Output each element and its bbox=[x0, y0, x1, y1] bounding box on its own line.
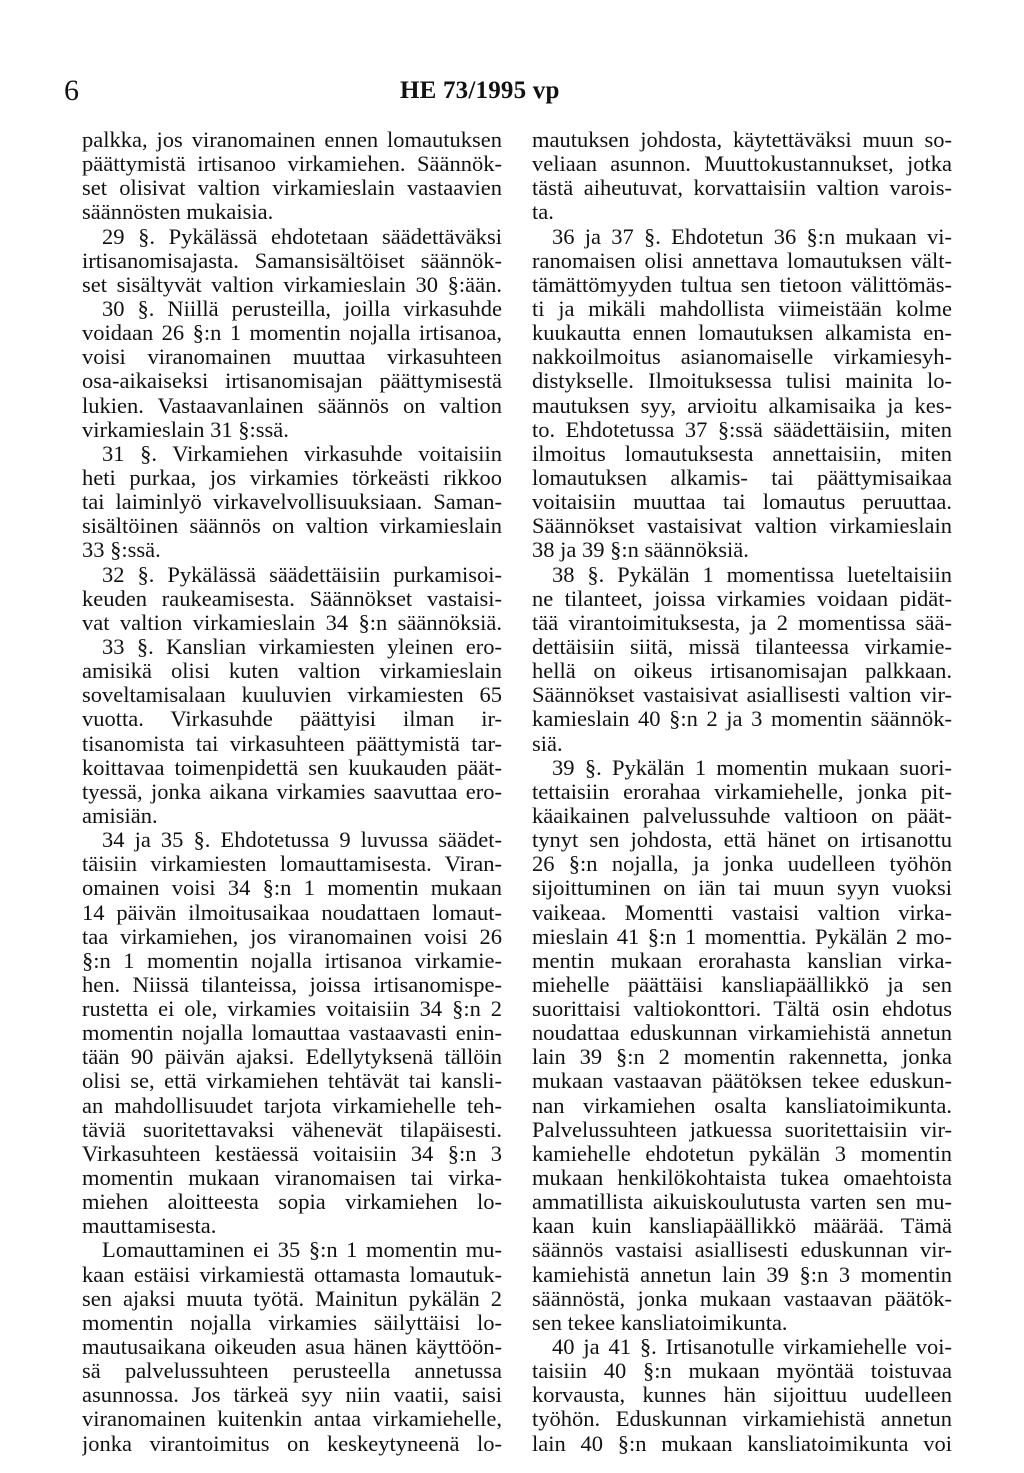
text-line: säännösten mukaisia. bbox=[82, 200, 274, 225]
text-line: 39 §. Pykälän 1 momentin mukaan suori- bbox=[552, 755, 952, 780]
text-line: an mahdollisuudet tarjota virkamiehelle teh- bbox=[82, 1093, 502, 1118]
text-line: vuotta. Virkasuhde päättyisi ilman ir- bbox=[82, 707, 502, 732]
text-line: suorittaisi valtiokonttori. Tältä osin ehdotus bbox=[532, 997, 952, 1022]
text-line: virkamieslain 31 §:ssä. bbox=[82, 417, 289, 442]
text-line: momentin nojalla lomauttaa vastaavasti enin- bbox=[82, 1021, 502, 1046]
text-line: 32 §. Pykälässä säädettäisiin purkamisoi- bbox=[102, 562, 502, 587]
text-line: voitaisiin muuttaa tai lomautus peruuttaa. bbox=[532, 490, 952, 515]
text-line: hellä on oikeus irtisanomisajan palkkaan. bbox=[532, 659, 952, 684]
text-line: nan virkamiehen osalta kansliatoimikunta. bbox=[532, 1093, 952, 1118]
text-line: tettaisiin erorahaa virkamiehelle, jonka pit- bbox=[532, 779, 952, 804]
text-line: mautuksen johdosta, käytettäväksi muun so- bbox=[532, 128, 952, 152]
text-line: käaikainen palvelussuhde valtioon on päät- bbox=[532, 803, 952, 828]
text-line: dettäisiin siitä, missä tilanteessa virkamie- bbox=[532, 634, 952, 659]
text-line: tästä aiheutuvat, korvattaisiin valtion varois- bbox=[532, 176, 952, 201]
text-line: hen. Niissä tilanteissa, joissa irtisanomispe- bbox=[82, 972, 502, 997]
text-line: set olisivat valtion virkamieslain vastaavien bbox=[82, 176, 502, 201]
text-line: distykselle. Ilmoituksessa tulisi mainita lo- bbox=[532, 369, 952, 394]
text-line: sen tekee kansliatoimikunta. bbox=[532, 1310, 788, 1335]
text-line: koittavaa toimenpidettä sen kuukauden päät- bbox=[82, 755, 502, 780]
text-line: mautuksen syy, arvioitu alkamisaika ja kes- bbox=[532, 393, 952, 418]
text-line: voisi viranomainen muuttaa virkasuhteen bbox=[82, 345, 502, 370]
text-line: tää virantoimituksesta, ja 2 momentissa sää- bbox=[532, 610, 952, 635]
text-line: 40 ja 41 §. Irtisanotulle virkamiehelle voi- bbox=[552, 1335, 952, 1360]
text-line: kuukautta ennen lomautuksen alkamista en- bbox=[532, 321, 952, 346]
text-line: työhön. Eduskunnan virkamiehistä annetun bbox=[532, 1407, 952, 1432]
text-line: miehelle päättäisi kansliapäällikkö ja sen bbox=[532, 972, 952, 997]
right-text-column bbox=[532, 128, 952, 1456]
text-line: täisiin virkamiesten lomauttamisesta. Viran- bbox=[82, 852, 502, 877]
text-line: mukaan henkilökohtaista tukea omaehtoista bbox=[532, 1166, 952, 1191]
text-line: Lomauttaminen ei 35 §:n 1 momentin mu- bbox=[102, 1238, 502, 1263]
text-line: Säännökset vastaisivat asiallisesti valtion vir- bbox=[532, 683, 952, 708]
text-line: kamiehistä annetun lain 39 §:n 3 momentin bbox=[532, 1262, 952, 1287]
text-line: säännös vastaisi asiallisesti eduskunnan vir- bbox=[532, 1238, 952, 1263]
text-line: ammatillista aikuiskoulutusta varten sen mu- bbox=[532, 1190, 952, 1215]
text-line: vaikeaa. Momentti vastaisi valtion virka- bbox=[532, 900, 952, 925]
text-line: tai laiminlyö virkavelvollisuuksiaan. Saman- bbox=[82, 490, 502, 515]
text-line: Virkasuhteen kestäessä voitaisiin 34 §:n 3 bbox=[82, 1141, 502, 1166]
text-line: omainen voisi 34 §:n 1 momentin mukaan bbox=[82, 876, 502, 901]
text-line: päättymistä irtisanoo virkamiehen. Säännök- bbox=[82, 152, 502, 177]
document-title: HE 73/1995 vp bbox=[400, 77, 560, 104]
text-line: 33 §. Kanslian virkamiesten yleinen ero- bbox=[102, 634, 502, 659]
text-line: mukaan vastaavan päätöksen tekee eduskun- bbox=[532, 1069, 952, 1094]
text-line: miehen aloitteesta sopia virkamiehen lo- bbox=[82, 1190, 502, 1215]
text-line: noudattaa eduskunnan virkamiehistä annetun bbox=[532, 1021, 952, 1046]
text-line: taisiin 40 §:n mukaan myöntää toistuvaa bbox=[532, 1359, 952, 1384]
text-line: veliaan asunnon. Muuttokustannukset, jotka bbox=[532, 152, 952, 177]
text-line: mentin mukaan erorahasta kanslian virka- bbox=[532, 948, 952, 973]
text-line: sä palvelussuhteen perusteella annetussa bbox=[82, 1359, 502, 1384]
text-line: asunnossa. Jos tärkeä syy niin vaatii, saisi bbox=[82, 1383, 502, 1408]
text-line: sen ajaksi muuta työtä. Mainitun pykälän 2 bbox=[82, 1286, 502, 1311]
text-line: 30 §. Niillä perusteilla, joilla virkasuhde bbox=[102, 296, 502, 321]
text-line: osa-aikaiseksi irtisanomisajan päättymisestä bbox=[82, 369, 502, 394]
text-line: lain 40 §:n mukaan kansliatoimikunta voi bbox=[532, 1431, 952, 1456]
text-line: §:n 1 momentin nojalla irtisanoa virkamie- bbox=[82, 948, 502, 973]
text-line: keuden raukeamisesta. Säännökset vastaisi- bbox=[82, 586, 502, 611]
text-line: tisanomista tai virkasuhteen päättymistä tar- bbox=[82, 731, 502, 756]
text-line: tämättömyyden tultua sen tietoon välittömäs- bbox=[532, 272, 952, 297]
text-line: kamiehelle ehdotetun pykälän 3 momentin bbox=[532, 1141, 952, 1166]
text-line: lain 39 §:n 2 momentin rakennetta, jonka bbox=[532, 1045, 952, 1070]
text-line: heti purkaa, jos virkamies törkeästi rikkoo bbox=[82, 465, 502, 490]
text-line: mauttamisesta. bbox=[82, 1214, 217, 1239]
text-line: sijoittuminen on iän tai muun syyn vuoksi bbox=[532, 876, 952, 901]
text-line: lomautuksen alkamis- tai päättymisaikaa bbox=[532, 465, 952, 490]
text-line: vat valtion virkamieslain 34 §:n säännöksiä. bbox=[82, 610, 502, 635]
text-line: 31 §. Virkamiehen virkasuhde voitaisiin bbox=[102, 441, 502, 466]
text-line: to. Ehdotetussa 37 §:ssä säädettäisiin, miten bbox=[532, 417, 952, 442]
text-line: amisikä olisi kuten valtion virkamieslain bbox=[82, 659, 502, 684]
text-line: jonka virantoimitus on keskeytyneenä lo- bbox=[82, 1431, 502, 1456]
text-line: 36 ja 37 §. Ehdotetun 36 §:n mukaan vi- bbox=[552, 224, 952, 249]
text-line: voidaan 26 §:n 1 momentin nojalla irtisanoa, bbox=[82, 321, 502, 346]
text-line: kaan kuin kansliapäällikkö määrää. Tämä bbox=[532, 1214, 952, 1239]
text-line: nakkoilmoitus asianomaiselle virkamiesyh- bbox=[532, 345, 952, 370]
text-line: momentin nojalla virkamies säilyttäisi lo- bbox=[82, 1310, 502, 1335]
text-line: set sisältyvät valtion virkamieslain 30 §:ään. bbox=[82, 272, 502, 297]
text-line: siä. bbox=[532, 731, 563, 756]
text-line: täviä suoritettavaksi vähenevät tilapäisesti. bbox=[82, 1117, 502, 1142]
text-line: 29 §. Pykälässä ehdotetaan säädettäväksi bbox=[102, 224, 502, 249]
text-line: ti ja mikäli mahdollista viimeistään kolme bbox=[532, 296, 952, 321]
text-line: taa virkamiehen, jos viranomainen voisi 26 bbox=[82, 924, 502, 949]
text-line: irtisanomisajasta. Samansisältöiset säännök- bbox=[82, 248, 502, 273]
text-line: mieslain 41 §:n 1 momenttia. Pykälän 2 mo- bbox=[532, 924, 952, 949]
text-line: Palvelussuhteen jatkuessa suoritettaisiin vir- bbox=[532, 1117, 952, 1142]
text-line: viranomainen kuitenkin antaa virkamiehelle, bbox=[82, 1407, 502, 1432]
text-line: soveltamisalaan kuuluvien virkamiesten 65 bbox=[82, 683, 502, 708]
text-line: rustetta ei ole, virkamies voitaisiin 34 §:n 2 bbox=[82, 997, 502, 1022]
text-line: säännöstä, jonka mukaan vastaavan päätök- bbox=[532, 1286, 952, 1311]
text-line: kamieslain 40 §:n 2 ja 3 momentin säännök- bbox=[532, 707, 952, 732]
text-line: ta. bbox=[532, 200, 554, 225]
text-line: lukien. Vastaavanlainen säännös on valtion bbox=[82, 393, 502, 418]
text-line: 38 §. Pykälän 1 momentissa lueteltaisiin bbox=[552, 562, 952, 587]
text-line: mautusaikana oikeuden asua hänen käyttöön- bbox=[82, 1335, 502, 1360]
text-line: palkka, jos viranomainen ennen lomautuksen bbox=[82, 128, 502, 152]
text-line: ne tilanteet, joissa virkamies voidaan pidät- bbox=[532, 586, 952, 611]
text-line: olisi se, että virkamiehen tehtävät tai kansli- bbox=[82, 1069, 502, 1094]
text-line: sisältöinen säännös on valtion virkamieslain bbox=[82, 514, 502, 539]
text-line: 33 §:ssä. bbox=[82, 538, 161, 563]
text-line: Säännökset vastaisivat valtion virkamieslain bbox=[532, 514, 952, 539]
text-line: tään 90 päivän ajaksi. Edellytyksenä tällöin bbox=[82, 1045, 502, 1070]
text-line: ilmoitus lomautuksesta annettaisiin, miten bbox=[532, 441, 952, 466]
text-line: tynyt sen johdosta, että hänet on irtisanottu bbox=[532, 828, 952, 853]
text-line: momentin mukaan viranomaisen tai virka- bbox=[82, 1166, 502, 1191]
text-line: 14 päivän ilmoitusaikaa noudattaen lomaut- bbox=[82, 900, 502, 925]
text-line: kaan estäisi virkamiestä ottamasta lomautuk- bbox=[82, 1262, 502, 1287]
text-line: korvausta, kunnes hän sijoittuu uudelleen bbox=[532, 1383, 952, 1408]
text-line: tyessä, jonka aikana virkamies saavuttaa ero- bbox=[82, 779, 502, 804]
text-line: 26 §:n nojalla, ja jonka uudelleen työhön bbox=[532, 852, 952, 877]
text-line: 34 ja 35 §. Ehdotetussa 9 luvussa säädet- bbox=[102, 828, 502, 853]
text-line: amisiän. bbox=[82, 803, 158, 828]
page-number: 6 bbox=[64, 74, 79, 107]
left-text-column bbox=[82, 128, 502, 1456]
text-line: 38 ja 39 §:n säännöksiä. bbox=[532, 538, 749, 563]
text-line: ranomaisen olisi annettava lomautuksen vält- bbox=[532, 248, 952, 273]
